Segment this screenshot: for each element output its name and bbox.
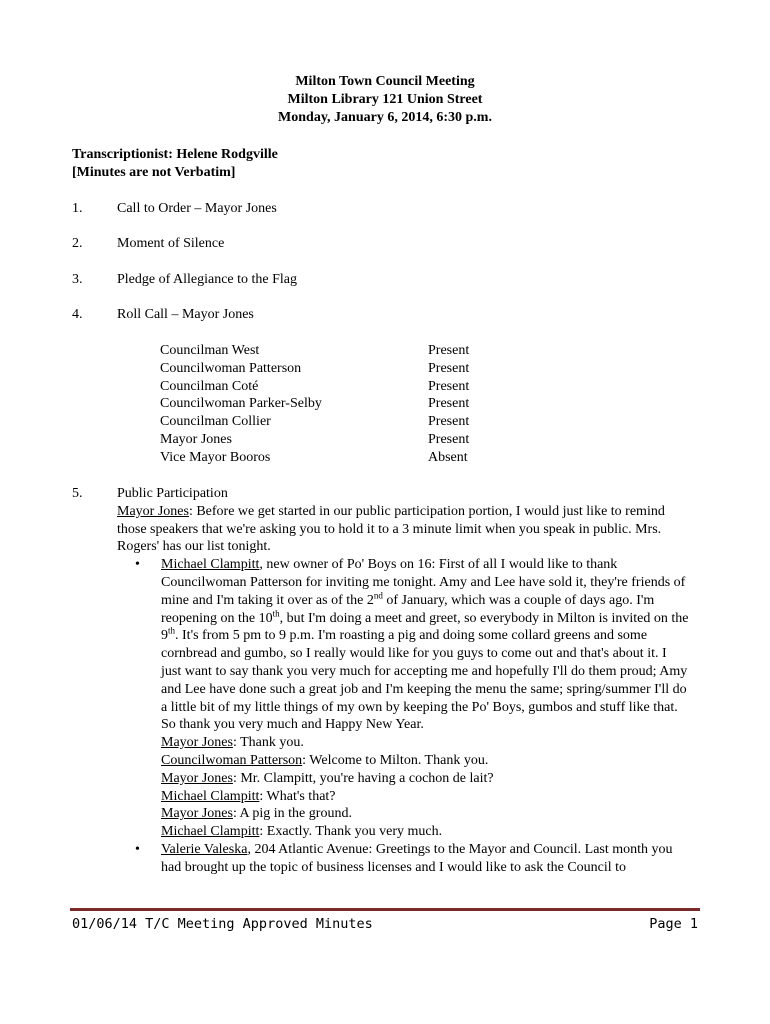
member-status: Present — [428, 431, 470, 447]
agenda-text: Call to Order – Mayor Jones — [117, 201, 277, 216]
bullet-item-valeska — [135, 841, 689, 877]
member-name: Mayor Jones — [160, 431, 232, 447]
header-title: Milton Town Council Meeting — [295, 74, 475, 89]
speaker-name: Michael Clampitt — [161, 824, 260, 840]
agenda-number-5: 5. — [72, 486, 83, 501]
speaker-name: Mayor Jones — [161, 770, 233, 786]
header-date: Monday, January 6, 2014, 6:30 p.m. — [278, 110, 492, 125]
speaker-text: : Thank you. — [232, 735, 304, 751]
meeting-header — [0, 73, 770, 127]
section-title: Public Participation — [117, 486, 228, 501]
member-status: Present — [428, 396, 470, 412]
speaker-text: : Mr. Clampitt, you're having a cochon de lait? — [232, 770, 494, 786]
speaker-text: : What's that? — [259, 788, 336, 804]
roll-call-row — [160, 413, 480, 431]
roll-call-row — [160, 360, 480, 378]
exchange-line — [161, 788, 689, 806]
ordinal-suffix: nd — [373, 590, 383, 601]
speaker-name: Mayor Jones — [161, 806, 233, 822]
roll-call-row — [160, 342, 480, 360]
verbatim-note: [Minutes are not Verbatim] — [72, 165, 236, 180]
bullet-glyph: • — [135, 557, 140, 573]
speaker-text: : Exactly. Thank you very much. — [259, 824, 443, 840]
bullet-item-clampitt — [135, 556, 689, 841]
member-name: Vice Mayor Booros — [160, 449, 271, 465]
member-name: Councilman West — [160, 343, 260, 358]
footer-document-title: 01/06/14 T/C Meeting Approved Minutes — [72, 916, 373, 932]
member-status: Present — [428, 378, 470, 394]
speaker-text: , 204 Atlantic Avenue: Greetings to the Mayor and Council. Last month you had brought up the topic of business licenses and I would like to ask the Council to — [161, 841, 673, 875]
member-status: Present — [428, 414, 470, 430]
roll-call-row — [160, 395, 480, 413]
roll-call-row — [160, 449, 480, 467]
speaker-name: Mayor Jones — [161, 735, 233, 751]
agenda-text: Pledge of Allegiance to the Flag — [117, 272, 298, 287]
speaker-name: Mayor Jones — [117, 503, 189, 519]
meta-block — [72, 146, 278, 182]
speaker-text: , new owner of Po' Boys on 16: First of all I would like to thank Councilwoman Patterson for inviting me tonight. Amy and Lee have sold it, they're friends of mine and I'm taking it over as of the 2 — [161, 557, 686, 608]
exchange-line — [161, 734, 689, 752]
header-location: Milton Library 121 Union Street — [287, 92, 483, 107]
roll-call-row — [160, 431, 480, 449]
member-name: Councilwoman Parker-Selby — [160, 396, 322, 412]
member-name: Councilwoman Patterson — [160, 360, 302, 376]
speaker-text: : Before we get started in our public participation portion, I would just like to remind those speakers that we're asking you to hold it to a 3 minute limit when you speak in public. Mrs. Rogers' has our list tonight. — [117, 503, 665, 555]
transcriptionist: Transcriptionist: Helene Rodgville — [72, 147, 278, 162]
agenda-text: Roll Call – Mayor Jones — [117, 307, 254, 322]
member-name: Councilman Collier — [160, 414, 271, 430]
speaker-name: Michael Clampitt — [161, 788, 260, 804]
agenda-number: 1. — [72, 201, 83, 216]
speaker-text: . It's from 5 pm to 9 p.m. I'm roasting a pig and doing some collard greens and some cornbread and gumbo, so I really would like for you guys to come out and that's about it. I just want to say thank you very much for accepting me and hopefully I'll do them proud; Amy and Lee have done such a great job and I'm keeping the menu the same; spring/summer I'll do a little bit of my little things of my own by keeping the Po' Boys, gumbos and stuff like that. So thank you very much and Happy New Year. — [161, 628, 688, 733]
exchange-line — [161, 823, 689, 841]
member-status: Absent — [428, 449, 468, 465]
member-name: Councilman Coté — [160, 378, 259, 394]
footer-divider — [70, 908, 700, 911]
roll-call-row — [160, 378, 480, 396]
speaker-text: : A pig in the ground. — [232, 806, 352, 822]
ordinal-suffix: th — [168, 625, 176, 636]
bullet-paragraph — [161, 841, 689, 877]
speaker-name: Michael Clampitt — [161, 557, 260, 573]
speaker-name: Councilwoman Patterson — [161, 752, 303, 768]
agenda-number: 3. — [72, 272, 83, 287]
agenda-number: 2. — [72, 236, 83, 251]
ordinal-suffix: th — [272, 607, 280, 618]
bullet-glyph: • — [135, 841, 140, 857]
exchange-line — [161, 770, 689, 788]
page-number: Page 1 — [649, 916, 698, 932]
roll-call-table — [160, 342, 480, 467]
speaker-name: Valerie Valeska — [161, 841, 248, 857]
public-participation-section — [117, 485, 687, 877]
exchange-line — [161, 805, 689, 823]
member-status: Present — [428, 360, 470, 376]
bullet-paragraph — [161, 556, 689, 734]
member-status: Present — [428, 343, 470, 358]
speaker-text: , but I'm doing a meet and greet, so everybody in Milton is invited on the 9 — [161, 610, 689, 644]
speaker-text: of January, which was a couple of days ago. I'm reopening on the 10 — [161, 592, 655, 626]
agenda-text: Moment of Silence — [117, 236, 225, 251]
intro-paragraph — [117, 503, 687, 556]
agenda-number: 4. — [72, 307, 83, 322]
speaker-text: : Welcome to Milton. Thank you. — [302, 752, 489, 768]
exchange-line — [161, 752, 689, 770]
